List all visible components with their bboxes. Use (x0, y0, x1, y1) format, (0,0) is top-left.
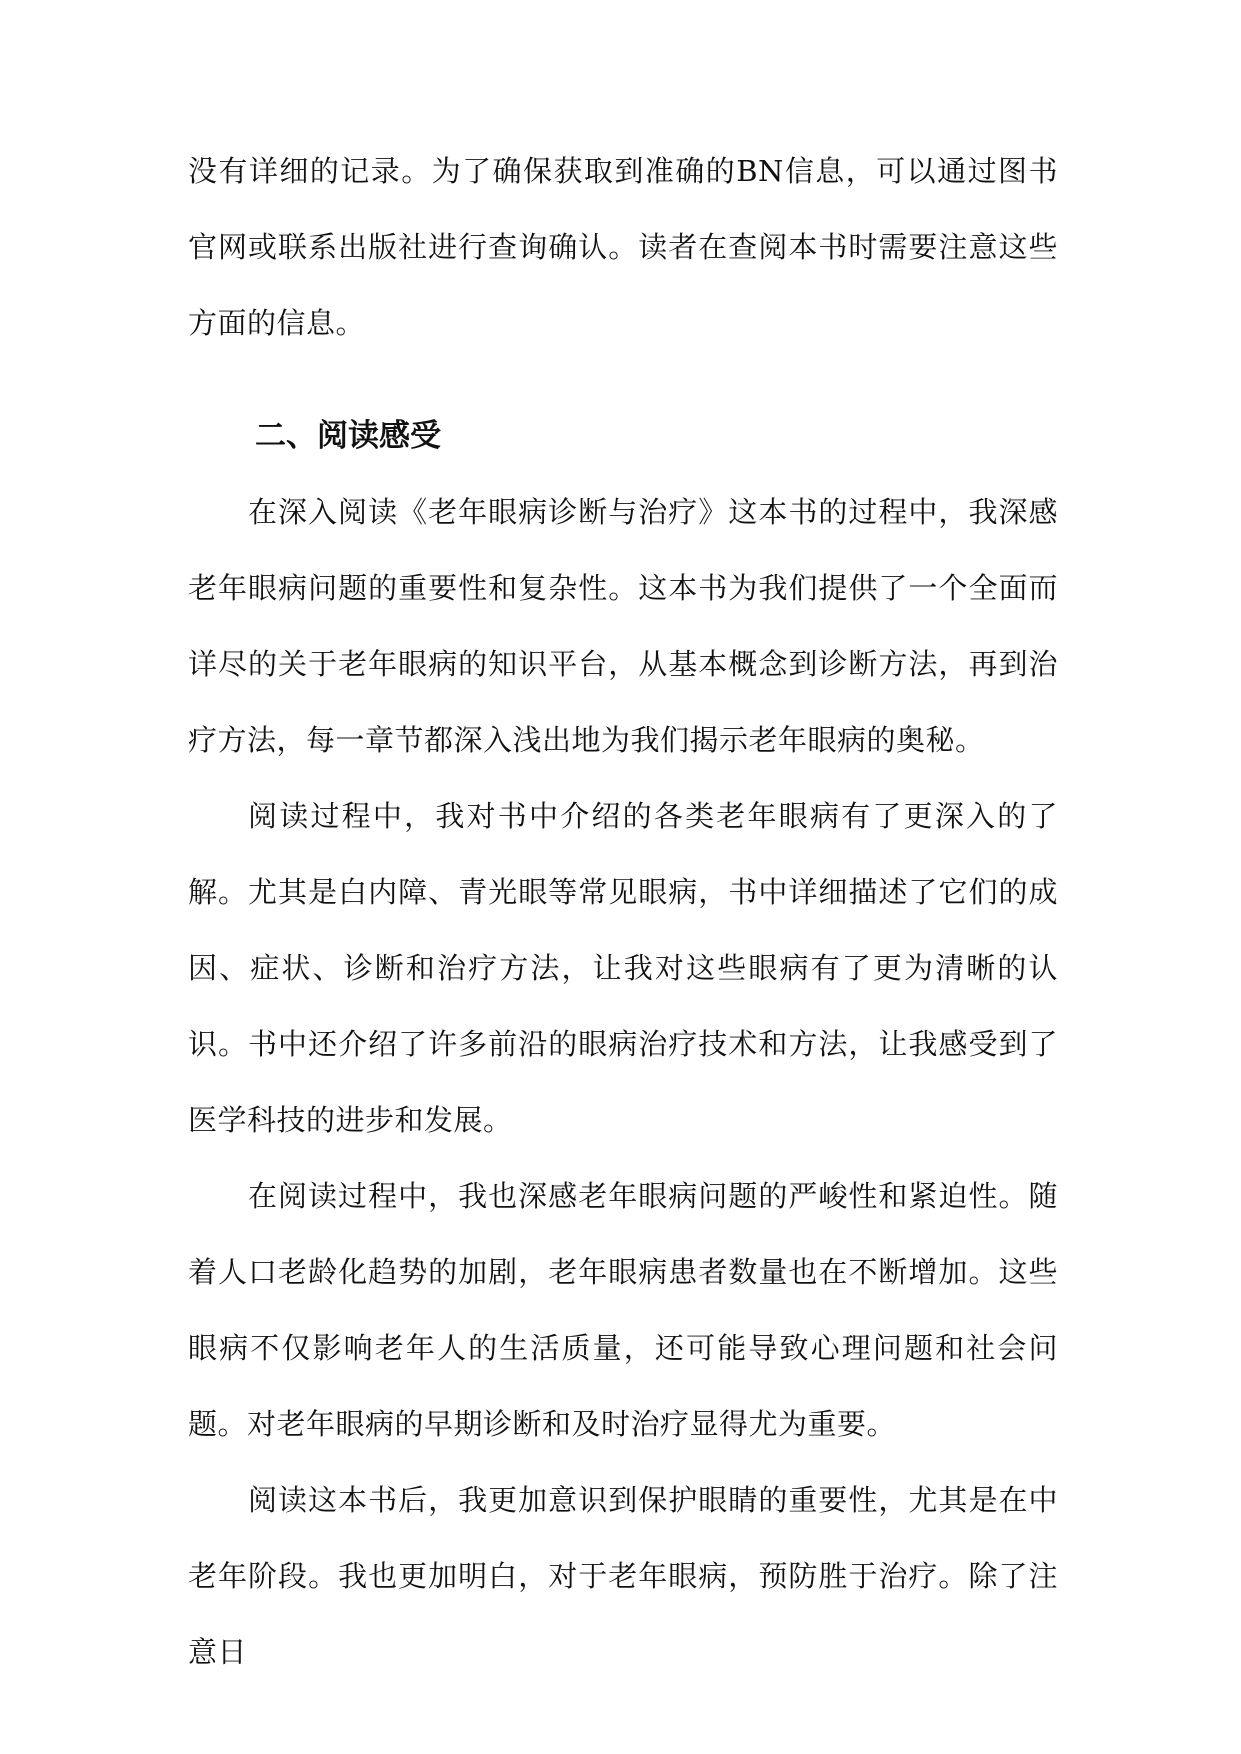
section-heading: 二、阅读感受 (255, 418, 441, 454)
paragraph-intro: 在深入阅读《老年眼病诊断与治疗》这本书的过程中，我深感老年眼病问题的重要性和复杂性。这本书为我们提供了一个全面而详尽的关于老年眼病的知识平台，从基本概念到诊断方法，再到治疗方法，每一章节都深入浅出地为我们揭示老年眼病的奥秘。 (188, 495, 1058, 757)
paragraph-urgency: 在阅读过程中，我也深感老年眼病问题的严峻性和紧迫性。随着人口老龄化趋势的加剧，老年眼病患者数量也在不断增加。这些眼病不仅影响老年人的生活质量，还可能导致心理问题和社会问题。对老年眼病的早期诊断和及时治疗显得尤为重要。 (188, 1179, 1058, 1441)
paragraph-understanding: 阅读过程中，我对书中介绍的各类老年眼病有了更深入的了解。尤其是白内障、青光眼等常见眼病，书中详细描述了它们的成因、症状、诊断和治疗方法，让我对这些眼病有了更为清晰的认识。书中还介绍了许多前沿的眼病治疗技术和方法，让我感受到了医学科技的进步和发展。 (188, 799, 1058, 1137)
paragraph-continuation: 没有详细的记录。为了确保获取到准确的BN信息，可以通过图书官网或联系出版社进行查询确认。读者在查阅本书时需要注意这些方面的信息。 (188, 154, 1058, 340)
paragraph-prevention: 阅读这本书后，我更加意识到保护眼睛的重要性，尤其是在中老年阶段。我也更加明白，对于老年眼病，预防胜于治疗。除了注意日 (188, 1483, 1058, 1669)
